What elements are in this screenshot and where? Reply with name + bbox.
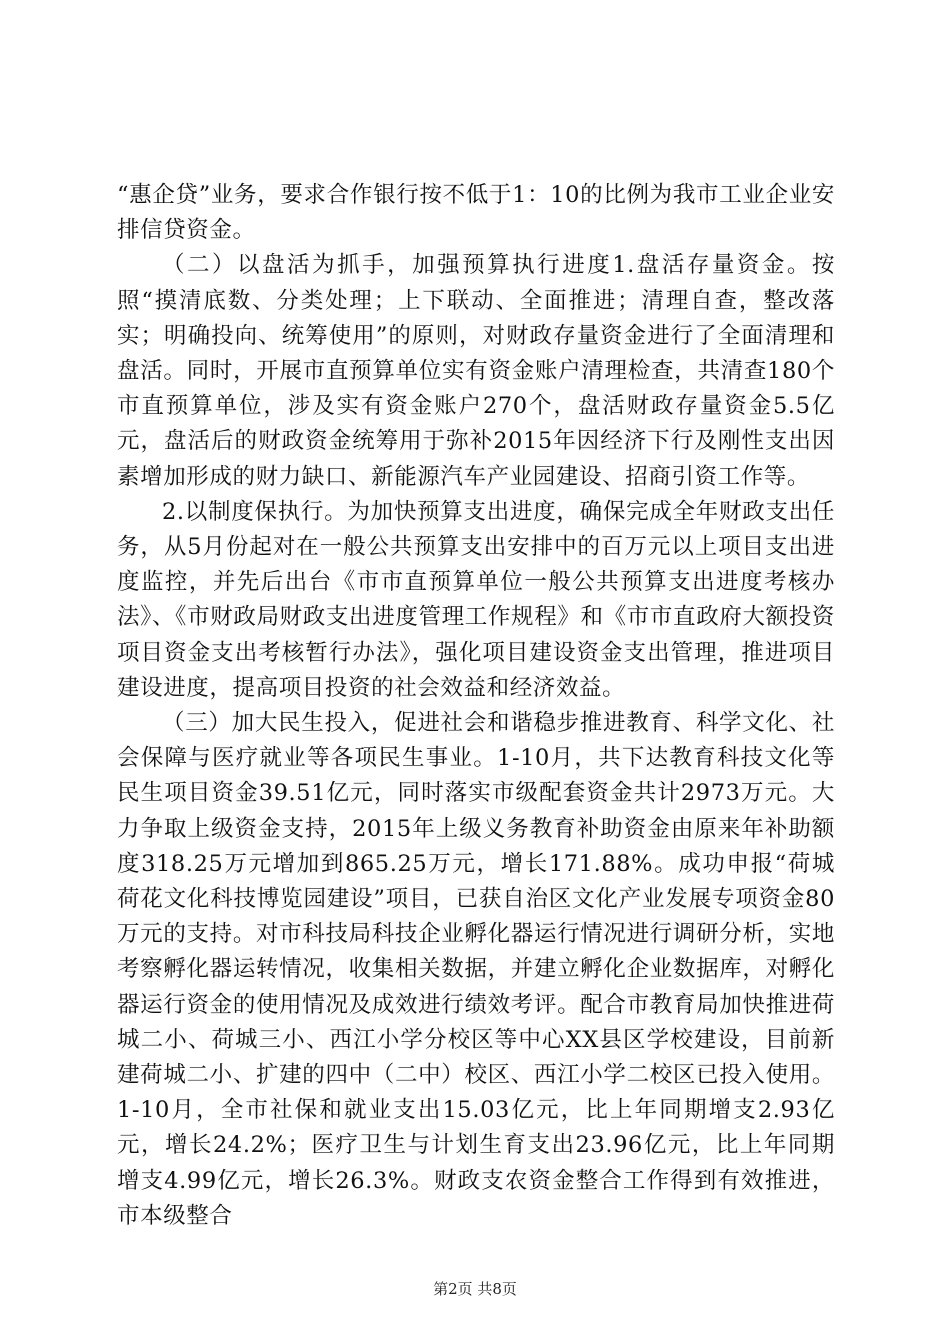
paragraph-section-three: （三）加大民生投入，促进社会和谐稳步推进教育、科学文化、社会保障与医疗就业等各项民生事业。1-10月，共下达教育科技文化等民生项目资金39.51亿元，同时落实市级配套资金共计2973万元。大力争取上级资金支持，2015年上级义务教育补助资金由原来年补助额度318.25万元增加到865.25万元，增长171.88%。成功申报“荷城荷花文化科技博览园建设”项目，已获自治区文化产业发展专项资金80万元的支持。对市科技局科技企业孵化器运行情况进行调研分析，实地考察孵化器运转情况，收集相关数据，并建立孵化企业数据库，对孵化器运行资金的使用情况及成效进行绩效考评。配合市教育局加快推进荷城二小、荷城三小、西江小学分校区等中心XX县区学校建设，目前新建荷城二小、扩建的四中（二中）校区、西江小学二校区已投入使用。1-10月，全市社保和就业支出15.03亿元，比上年同期增支2.93亿元，增长24.2%；医疗卫生与计划生育支出23.96亿元，比上年同期增支4.99亿元，增长26.3%。财政支农资金整合工作得到有效推进，市本级整合: [117, 710, 835, 1229]
paragraph-continuation: “惠企贷”业务，要求合作银行按不低于1：10的比例为我市工业企业安排信贷资金。: [117, 182, 835, 244]
document-body: [117, 178, 835, 1234]
page-number-footer: 第2页 共8页: [433, 1280, 517, 1298]
paragraph-item-two: 2.以制度保执行。为加快预算支出进度，确保完成全年财政支出任务，从5月份起对在一般公共预算支出安排中的百万元以上项目支出进度监控，并先后出台《市市直预算单位一般公共预算支出进度考核办法》、《市财政局财政支出进度管理工作规程》和《市市直政府大额投资项目资金支出考核暂行办法》，强化项目建设资金支出管理，推进项目建设进度，提高项目投资的社会效益和经济效益。: [117, 498, 835, 701]
paragraph-section-two: （二）以盘活为抓手，加强预算执行进度1.盘活存量资金。按照“摸清底数、分类处理；上下联动、全面推进；清理自查，整改落实；明确投向、统筹使用”的原则，对财政存量资金进行了全面清理和盘活。同时，开展市直预算单位实有资金账户清理检查，共清查180个市直预算单位，涉及实有资金账户270个，盘活财政存量资金5.5亿元，盘活后的财政资金统筹用于弥补2015年因经济下行及刚性支出因素增加形成的财力缺口、新能源汽车产业园建设、招商引资工作等。: [117, 252, 835, 490]
